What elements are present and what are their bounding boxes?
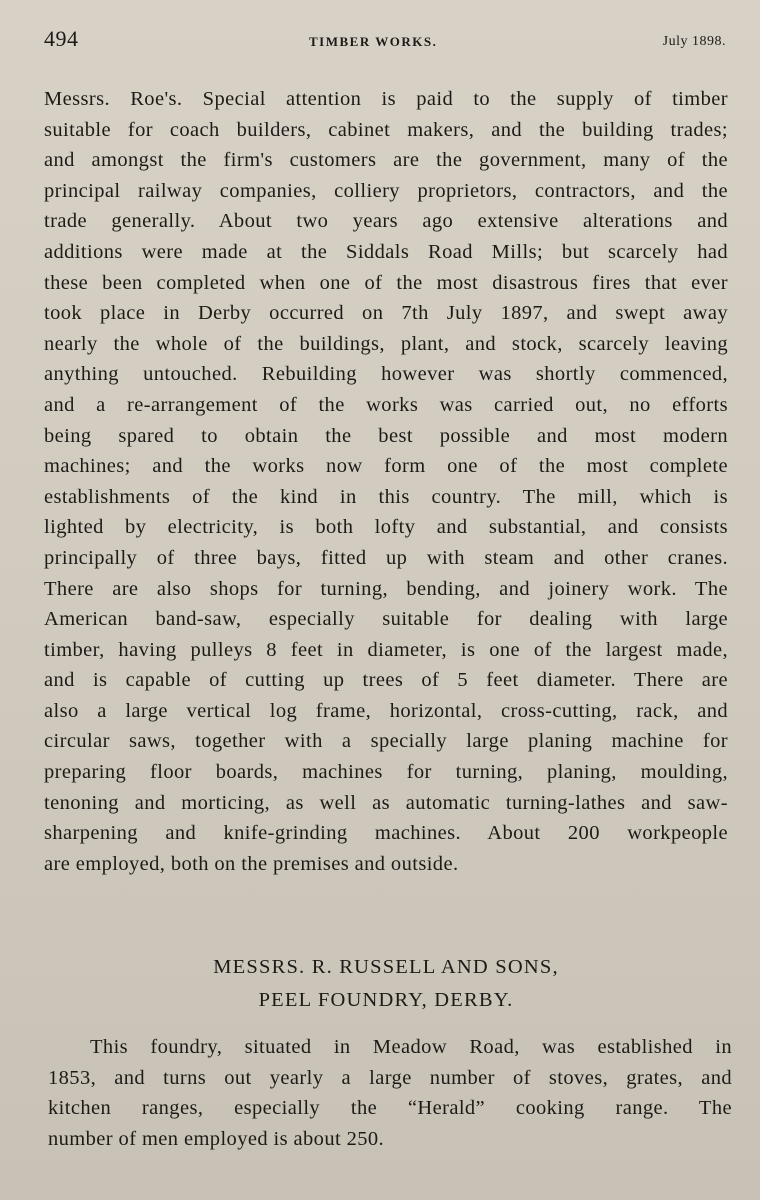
text-line: 1853, and turns out yearly a large number of stoves, grates, and bbox=[48, 1066, 732, 1089]
text-line: these been completed when one of the most disastrous fires that ever bbox=[44, 271, 728, 294]
text-line: are employed, both on the premises and outside. bbox=[44, 852, 459, 875]
section-heading-location: PEEL FOUNDRY, DERBY. bbox=[258, 989, 514, 1011]
text-line: timber, having pulleys 8 feet in diameter, is one of the largest made, bbox=[44, 638, 728, 661]
text-line: sharpening and knife-grinding machines. About 200 workpeople bbox=[44, 822, 728, 845]
text-line: also a large vertical log frame, horizontal, cross-cutting, rack, and bbox=[44, 699, 728, 722]
text-line: circular saws, together with a specially large planing machine for bbox=[44, 730, 728, 753]
section-paragraph bbox=[48, 1032, 732, 1154]
text-line: trade generally. About two years ago extensive alterations and bbox=[44, 210, 728, 233]
text-line: and a re-arrangement of the works was carried out, no efforts bbox=[44, 393, 728, 416]
page-number: 494 bbox=[44, 26, 79, 51]
text-line: nearly the whole of the buildings, plant, and stock, scarcely leaving bbox=[44, 332, 728, 355]
text-line: Messrs. Roe's. Special attention is paid to the supply of timber bbox=[44, 88, 728, 110]
text-line: kitchen ranges, especially the “Herald” cooking range. The bbox=[48, 1097, 732, 1120]
text-line: establishments of the kind in this country. The mill, which is bbox=[44, 485, 728, 508]
text-line: machines; and the works now form one of the most complete bbox=[44, 455, 728, 478]
section-heading-firm: MESSRS. R. RUSSELL AND SONS, bbox=[213, 956, 559, 978]
text-line: additions were made at the Siddals Road Mills; but scarcely had bbox=[44, 240, 728, 263]
text-line: and amongst the firm's customers are the government, many of the bbox=[44, 149, 728, 172]
text-line: took place in Derby occurred on 7th July 1897, and swept away bbox=[44, 302, 728, 325]
text-line: principal railway companies, colliery proprietors, contractors, and the bbox=[44, 179, 728, 202]
text-line: anything untouched. Rebuilding however was shortly commenced, bbox=[44, 363, 728, 386]
text-line: This foundry, situated in Meadow Road, was established in bbox=[90, 1036, 732, 1058]
text-line: principally of three bays, fitted up with steam and other cranes. bbox=[44, 546, 728, 569]
text-line: number of men employed is about 250. bbox=[48, 1127, 385, 1150]
text-line: lighted by electricity, is both lofty and substantial, and consists bbox=[44, 516, 728, 539]
page-header bbox=[44, 26, 726, 56]
text-line: There are also shops for turning, bending, and joinery work. The bbox=[44, 577, 728, 600]
text-line: being spared to obtain the best possible and most modern bbox=[44, 424, 728, 447]
text-line: tenoning and morticing, as well as automatic turning-lathes and saw- bbox=[44, 791, 728, 814]
header-date: July 1898. bbox=[662, 34, 726, 49]
text-line: American band-saw, especially suitable for dealing with large bbox=[44, 608, 728, 631]
continuation-paragraph bbox=[44, 84, 728, 879]
text-line: and is capable of cutting up trees of 5 feet diameter. There are bbox=[44, 669, 728, 692]
text-line: preparing floor boards, machines for turning, planing, moulding, bbox=[44, 761, 728, 784]
running-title: TIMBER WORKS. bbox=[309, 34, 438, 49]
text-line: suitable for coach builders, cabinet makers, and the building trades; bbox=[44, 118, 728, 141]
